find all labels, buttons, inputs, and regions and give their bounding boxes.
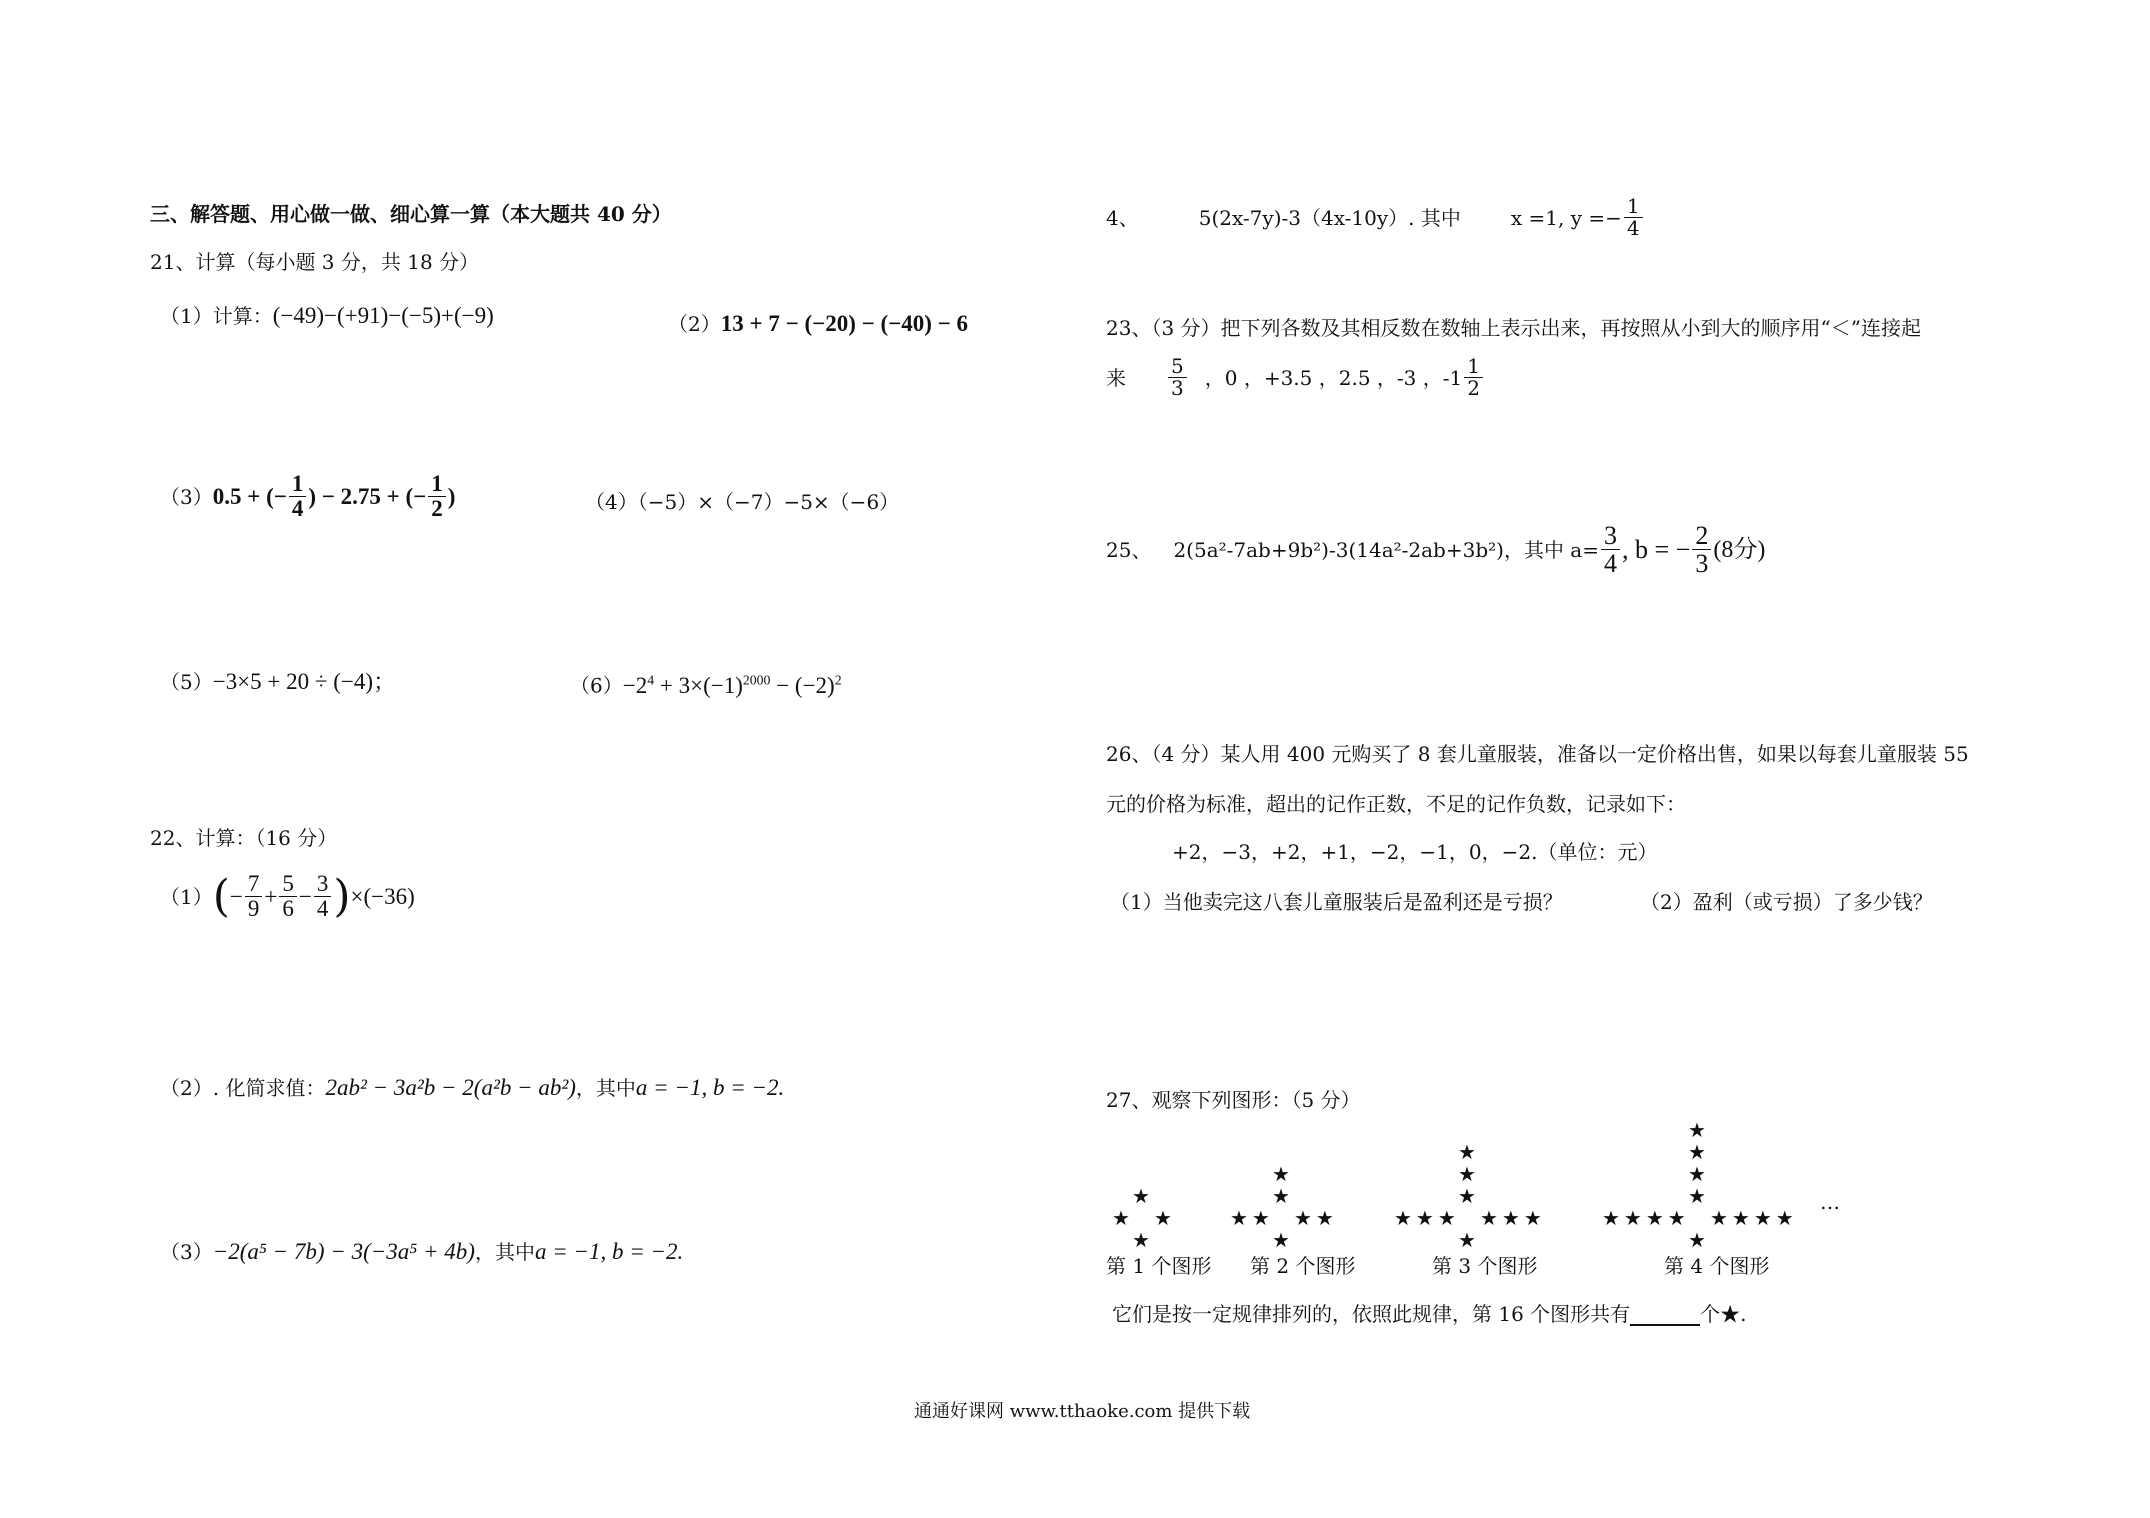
denominator: 3: [1695, 549, 1709, 579]
q23-fraction-2: [1464, 356, 1483, 399]
star-icon: ★: [1688, 1228, 1710, 1252]
star-icon: ★★★: [1394, 1206, 1460, 1230]
q25-fraction-2: [1692, 522, 1711, 578]
q22-1-tail: ×(−36): [350, 883, 415, 909]
numerator: 1: [289, 472, 307, 497]
q21-6-b: + 3×(−1): [654, 672, 743, 698]
denominator: 2: [1467, 376, 1480, 400]
q21-header: 21、计算（每小题 3 分，共 18 分）: [150, 250, 480, 274]
q21-6-c: − (−2): [770, 672, 835, 698]
q23-mid: ，0 ，+3.5 ，2.5 ，-3 ，-1: [1204, 365, 1463, 390]
q22-2: [160, 1076, 784, 1100]
numerator: 5: [1168, 356, 1187, 378]
denominator: 3: [1171, 376, 1184, 400]
q22-1-fraction-1: [245, 872, 263, 921]
q25-points: (8分): [1713, 536, 1766, 563]
star-icon: ★: [1688, 1162, 1710, 1186]
q21-3-part-b: ) − 2.75 + (−: [308, 483, 427, 509]
q21-6-exp-3: 2: [834, 672, 842, 687]
q22-2-expr: 2ab² − 3a²b − 2(a²b − ab²): [325, 1075, 576, 1100]
q21-3: [160, 472, 455, 521]
q26-sub1: （1）当他卖完这八套儿童服装后是盈利还是亏损？: [1110, 890, 1563, 914]
q4-label: 4、: [1106, 205, 1139, 230]
numerator: 3: [314, 872, 332, 897]
denominator: 4: [1626, 216, 1640, 240]
minus-sign: −: [229, 883, 243, 909]
star-icon: ★: [1458, 1162, 1480, 1186]
q22-2-label: （2）. 化简求值：: [160, 1076, 326, 1100]
q21-2-expr: 13 + 7 − (−20) − (−40) − 6: [720, 311, 969, 336]
q21-6-expr: [623, 673, 842, 698]
q4-fraction: [1624, 196, 1643, 239]
q27-header: 27、观察下列图形：（5 分）: [1106, 1088, 1361, 1112]
star-icon: ★★★★: [1710, 1206, 1798, 1230]
star-icon: ★: [1272, 1184, 1294, 1208]
section-title: 三、解答题、用心做一做、细心算一算（本大题共 40 分）: [150, 202, 672, 226]
numerator: 3: [1601, 522, 1620, 550]
q21-6-exp-1: 4: [647, 672, 655, 687]
star-icon: ★: [1154, 1206, 1176, 1230]
star-icon: ★: [1272, 1228, 1294, 1252]
plus-sign: +: [264, 883, 278, 909]
q26-sub2: （2）盈利（或亏损）了多少钱？: [1640, 890, 1933, 914]
figure-4-label: 第 4 个图形: [1664, 1254, 1770, 1278]
q27-question-b: 个★.: [1700, 1302, 1747, 1326]
close-paren: ): [333, 870, 351, 922]
q26-line2: 元的价格为标准，超出的记作正数，不足的记作负数，记录如下：: [1106, 792, 1686, 816]
figure-2-label: 第 2 个图形: [1250, 1254, 1356, 1278]
q21-4: （4）（−5）×（−7）−5×（−6）: [585, 490, 900, 514]
q23-prefix: 来: [1106, 365, 1126, 390]
q25-mid: , b = −: [1622, 534, 1691, 564]
q22-3-cond: a = −1, b = −2.: [534, 1239, 684, 1264]
q22-header: 22、计算：（16 分）: [150, 826, 338, 850]
numerator: 1: [1464, 356, 1483, 378]
minus-sign: −: [298, 883, 312, 909]
q25: [1106, 522, 1765, 578]
q21-6-exp-2: 2000: [742, 672, 771, 687]
q21-1-expr: (−49)−(+91)−(−5)+(−9): [272, 303, 494, 328]
star-icon: ★★★★: [1602, 1206, 1690, 1230]
q27-question: [1112, 1302, 1747, 1326]
q21-3-label: （3）: [160, 484, 213, 509]
q25-expr: 2(5a²-7ab+9b²)-3(14a²-2ab+3b²)，其中 a=: [1173, 537, 1599, 562]
q22-2-cond: a = −1, b = −2.: [635, 1075, 785, 1100]
denominator: 6: [282, 896, 294, 922]
star-icon: ★: [1458, 1228, 1480, 1252]
q23-line1: 23、（3 分）把下列各数及其相反数在数轴上表示出来，再按照从小到大的顺序用“＜”连接起: [1106, 316, 1921, 340]
numerator: 2: [1692, 522, 1711, 550]
q26-line1: 26、（4 分）某人用 400 元购买了 8 套儿童服装，准备以一定价格出售，如果以每套儿童服装 55: [1106, 742, 1969, 766]
star-icon: ★: [1132, 1184, 1154, 1208]
q22-1-label: （1）: [160, 884, 213, 909]
denominator: 4: [291, 496, 304, 522]
q27-question-a: 它们是按一定规律排列的，依照此规律，第 16 个图形共有: [1112, 1302, 1631, 1326]
q21-3-fraction-2: [428, 472, 446, 521]
q21-3-part-c: ): [447, 483, 456, 509]
q25-label: 25、: [1106, 537, 1152, 562]
figure-3-label: 第 3 个图形: [1432, 1254, 1538, 1278]
q21-6: [570, 668, 842, 698]
denominator: 9: [247, 896, 260, 922]
q22-3-cond-prefix: ，其中: [474, 1240, 535, 1264]
denominator: 2: [431, 496, 443, 522]
q22-2-cond-prefix: ，其中: [575, 1076, 636, 1100]
q21-3-part-a: 0.5 + (−: [212, 483, 287, 509]
numerator: 1: [1624, 196, 1643, 218]
numerator: 1: [428, 472, 446, 497]
denominator: 4: [316, 896, 329, 922]
star-icon: ★: [1458, 1140, 1480, 1164]
star-icon: ★: [1112, 1206, 1134, 1230]
star-icon: ★: [1688, 1118, 1710, 1142]
q22-1-fraction-3: [314, 872, 332, 921]
q22-1-fraction-2: [279, 872, 297, 921]
q21-3-fraction-1: [289, 472, 307, 521]
star-icon: ★: [1688, 1184, 1710, 1208]
star-icon: ★★: [1294, 1206, 1338, 1230]
star-icon: ★: [1132, 1228, 1154, 1252]
star-icon: ★: [1272, 1162, 1294, 1186]
q21-5-label: （5）: [160, 670, 213, 694]
q4: [1106, 196, 1645, 239]
star-icon: ★: [1458, 1184, 1480, 1208]
denominator: 4: [1604, 549, 1617, 579]
star-icon: ★: [1688, 1140, 1710, 1164]
footer-text: 通通好课网 www.tthaoke.com 提供下载: [914, 1401, 1251, 1422]
star-icon: ★★★: [1480, 1206, 1546, 1230]
q21-2-label: （2）: [668, 312, 721, 336]
q25-fraction-1: [1601, 522, 1620, 578]
q22-3-expr: −2(a⁵ − 7b) − 3(−3a⁵ + 4b): [212, 1239, 475, 1264]
q23-fraction-1: [1168, 356, 1187, 399]
q4-expr: 5(2x-7y)-3（4x-10y）. 其中: [1198, 205, 1461, 230]
numerator: 7: [245, 872, 263, 897]
ellipsis: …: [1820, 1190, 1840, 1214]
q22-1: [160, 872, 415, 921]
q22-3-label: （3）: [160, 1240, 213, 1264]
q23-line2: [1106, 356, 1485, 399]
q21-5-expr: −3×5 + 20 ÷ (−4)；: [212, 669, 397, 694]
star-icon: ★★: [1230, 1206, 1274, 1230]
numerator: 5: [279, 872, 297, 897]
q21-2: [668, 312, 968, 336]
answer-blank[interactable]: [1630, 1304, 1700, 1326]
q4-cond: x =1, y =−: [1510, 205, 1622, 230]
q22-3: [160, 1240, 683, 1264]
q21-1: [160, 304, 494, 328]
figure-1-label: 第 1 个图形: [1106, 1254, 1212, 1278]
open-paren: (: [212, 870, 230, 922]
q26-line3: +2，−3，+2，+1，−2，−1，0，−2.（单位：元）: [1172, 840, 1658, 864]
q21-6-a: −2: [622, 672, 648, 698]
q21-5: [160, 670, 396, 694]
q21-6-label: （6）: [570, 673, 623, 698]
q21-1-label: （1）计算：: [160, 304, 273, 328]
